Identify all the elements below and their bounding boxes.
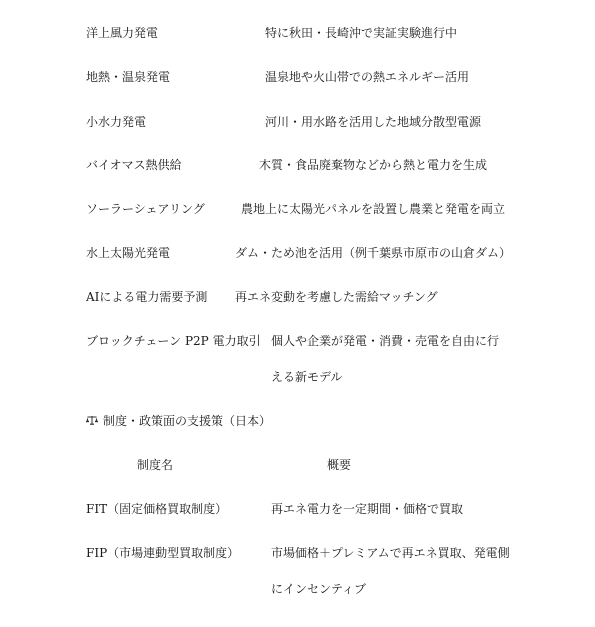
- tech-name-4: ソーラーシェアリング: [86, 202, 205, 216]
- tech-name-5: 水上太陽光発電: [86, 246, 171, 260]
- tech-desc-6: 再エネ変動を考慮した需給マッチング: [235, 290, 438, 304]
- tech-desc-4: 農地上に太陽光パネルを設置し農業と発電を両立: [241, 202, 506, 216]
- policy-desc-0: 再エネ電力を一定期間・価格で買取: [271, 502, 464, 516]
- policy-desc-1-line2: にインセンティブ: [271, 582, 367, 596]
- tech-desc-3: 木質・食品廃棄物などから熱と電力を生成: [259, 158, 488, 172]
- tech-desc-0: 特に秋田・長崎沖で実証実験進行中: [265, 26, 458, 40]
- tech-name-6: AIによる電力需要予測: [86, 290, 208, 304]
- tech-desc-5: ダム・ため池を活用（例千葉県市原市の山倉ダム）: [235, 246, 512, 260]
- policy-name-1: FIP（市場連動型買取制度）: [86, 546, 240, 560]
- tech-name-0: 洋上風力発電: [86, 26, 159, 40]
- tech-name-1: 地熱・温泉発電: [86, 70, 171, 84]
- tech-desc-7-line1: 個人や企業が発電・消費・売電を自由に行: [271, 334, 500, 348]
- policy-name-0: FIT（固定価格買取制度）: [86, 502, 228, 516]
- tech-name-3: バイオマス熱供給: [86, 158, 182, 172]
- section-title: 制度・政策面の支援策（日本）: [103, 414, 272, 428]
- tech-name-2: 小水力発電: [86, 115, 147, 129]
- scales-icon: [86, 415, 98, 425]
- tech-name-7: ブロックチェーン P2P 電力取引: [86, 334, 261, 348]
- tech-desc-7-line2: える新モデル: [271, 370, 343, 384]
- policy-desc-1-line1: 市場価格＋プレミアムで再エネ買取、発電側: [271, 546, 510, 560]
- table-header-name: 制度名: [137, 458, 174, 472]
- tech-desc-2: 河川・用水路を活用した地域分散型電源: [265, 115, 482, 129]
- tech-desc-1: 温泉地や火山帯での熱エネルギー活用: [265, 70, 470, 84]
- table-header-summary: 概要: [327, 458, 352, 472]
